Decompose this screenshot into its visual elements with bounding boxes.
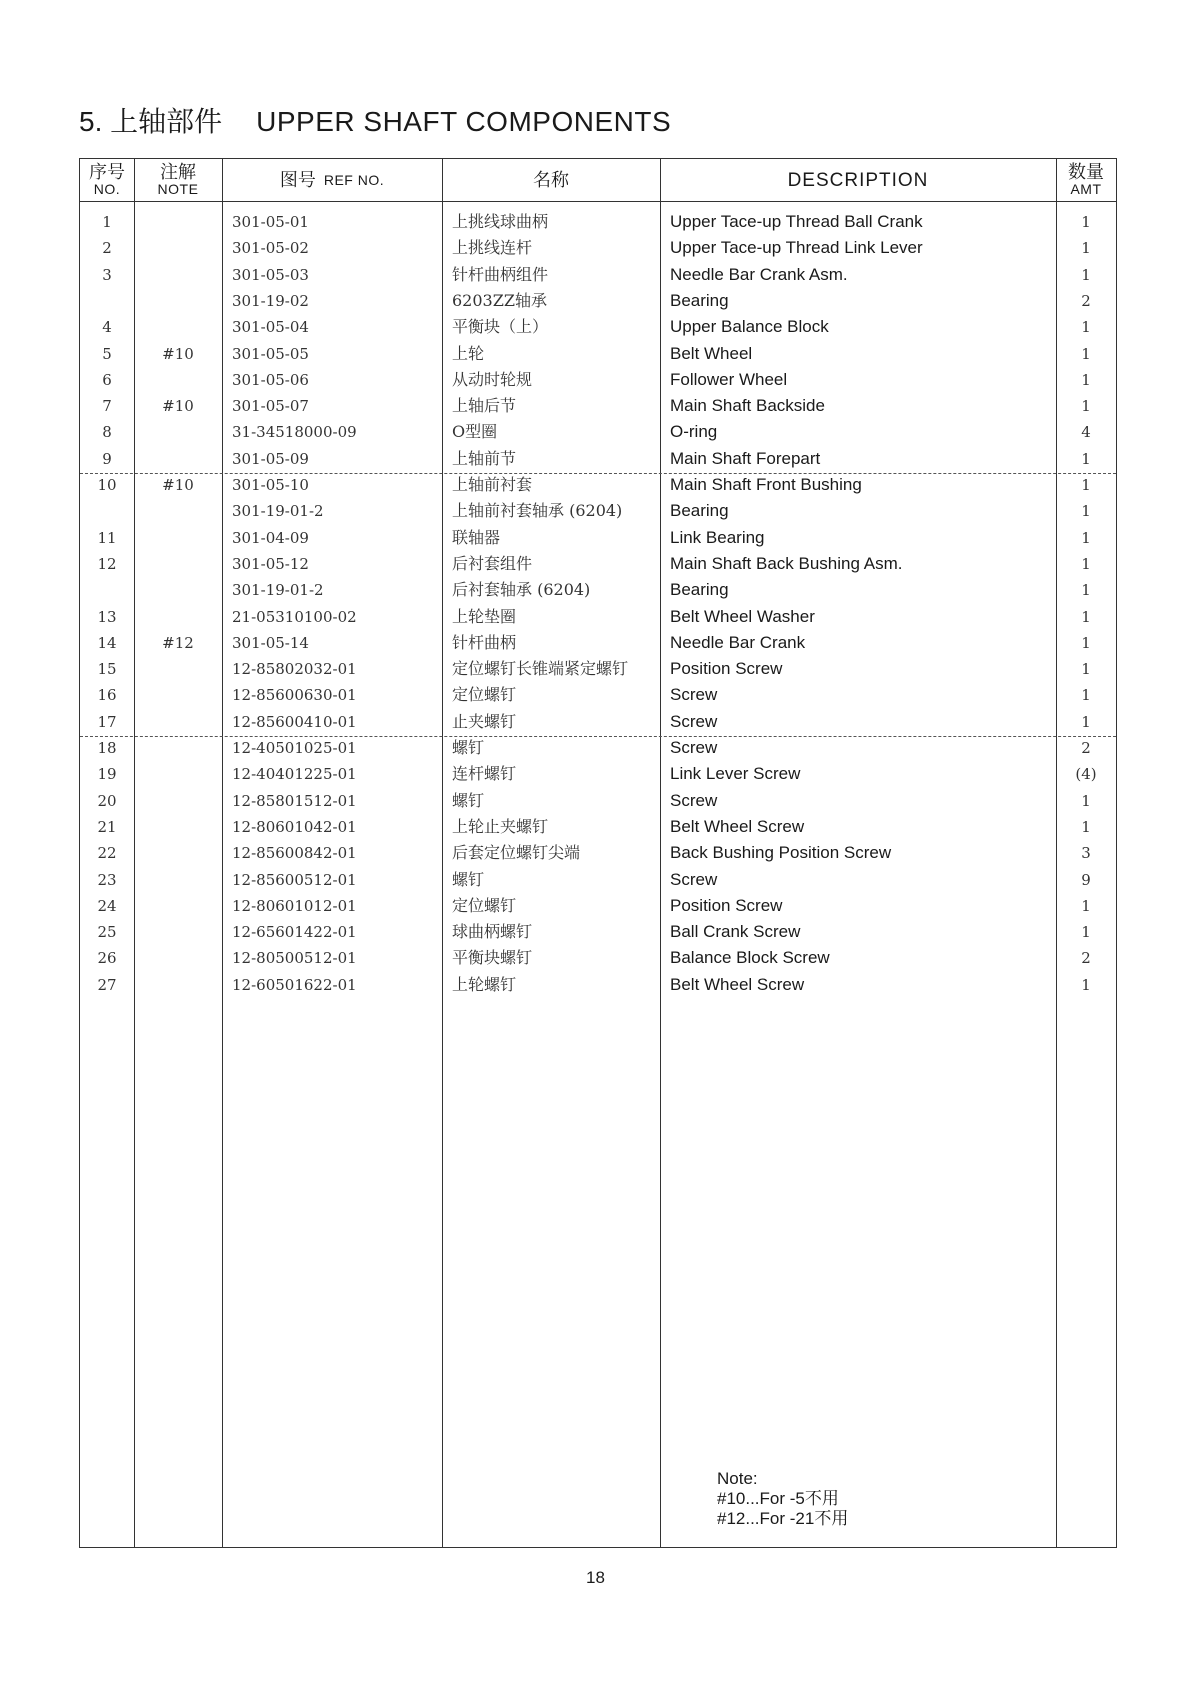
row-ref: 12-40501025-01: [232, 739, 357, 757]
row-amt: 1: [1081, 265, 1091, 284]
row-amt: 1: [1081, 213, 1091, 231]
row-description: Link Lever Screw: [670, 764, 801, 784]
row-note: [134, 814, 222, 840]
row-ref: 301-05-12: [232, 554, 309, 573]
row-no: 2: [102, 239, 112, 258]
row-description: Bearing: [670, 290, 729, 310]
row-description: Main Shaft Forepart: [670, 448, 821, 468]
row-description: Bearing: [670, 580, 729, 600]
row-description: Main Shaft Front Bushing: [670, 475, 862, 494]
row-description: Main Shaft Backside: [670, 396, 825, 416]
table-row: [80, 709, 1116, 735]
header-amt-en: AMT: [1070, 181, 1102, 197]
row-name-cn: 连杆螺钉: [452, 764, 517, 784]
row-amt: 1: [1081, 528, 1091, 547]
row-no: 17: [97, 712, 117, 731]
row-note: [134, 314, 222, 340]
header-amt-cn: 数量: [1068, 162, 1104, 183]
row-ref: 301-05-10: [232, 476, 309, 494]
row-amt: 1: [1081, 449, 1091, 468]
row-description: Upper Tace-up Thread Ball Crank: [670, 212, 923, 231]
row-no: 20: [97, 791, 117, 810]
row-ref: 301-04-09: [232, 528, 309, 547]
table-row: [80, 656, 1116, 682]
row-name-cn: 上轮螺钉: [452, 974, 517, 994]
row-name-cn: 上轴前衬套轴承 (6204): [452, 501, 623, 521]
row-name-cn: 上轴前节: [452, 448, 517, 468]
table-row: [80, 919, 1116, 945]
row-no: 10: [97, 476, 117, 494]
row-name-cn: 后衬套轴承 (6204): [452, 580, 591, 600]
table-row: [80, 288, 1116, 314]
row-no: 19: [97, 765, 117, 784]
row-ref: 12-40401225-01: [232, 765, 357, 784]
row-amt: 1: [1081, 817, 1091, 836]
row-amt: 1: [1081, 896, 1091, 915]
row-no: 16: [97, 686, 117, 705]
row-ref: 12-80601042-01: [232, 817, 357, 836]
row-no: 4: [102, 318, 112, 337]
row-no: 25: [97, 923, 117, 942]
row-no: 3: [102, 265, 112, 284]
header-description: [660, 159, 1056, 201]
table-row: [80, 814, 1116, 840]
row-description: Link Bearing: [670, 527, 765, 547]
row-amt: 1: [1081, 318, 1091, 337]
footnote-heading: Note:: [717, 1469, 758, 1488]
row-note: [134, 209, 222, 235]
row-note: [134, 735, 222, 761]
row-name-cn: 止夹螺钉: [452, 711, 517, 731]
row-no: 21: [97, 817, 117, 836]
row-note: [134, 840, 222, 866]
row-name-cn: 针杆曲柄组件: [452, 264, 549, 284]
row-amt: 2: [1081, 291, 1091, 310]
table-row: [80, 682, 1116, 708]
table-row: [80, 945, 1116, 971]
row-note: [134, 288, 222, 314]
row-note: [134, 525, 222, 551]
row-description: Screw: [670, 738, 718, 757]
table-row: [80, 209, 1116, 235]
row-name-cn: 后衬套组件: [452, 553, 533, 573]
row-ref: 301-05-06: [232, 370, 309, 389]
row-no: 14: [97, 633, 117, 652]
row-description: Ball Crank Screw: [670, 922, 801, 942]
row-name-cn: 上轮止夹螺钉: [452, 816, 549, 836]
row-description: Screw: [670, 685, 718, 705]
table-row: [80, 840, 1116, 866]
row-note: [134, 761, 222, 787]
row-name-cn: 平衡块螺钉: [452, 948, 533, 968]
row-description: Bearing: [670, 501, 729, 521]
row-amt: 3: [1081, 844, 1091, 863]
row-ref: 21-05310100-02: [232, 607, 357, 626]
row-ref: 12-85801512-01: [232, 791, 357, 810]
row-description: Belt Wheel Screw: [670, 974, 805, 994]
table-row: [80, 235, 1116, 261]
row-amt: 1: [1081, 554, 1091, 573]
table-row: [80, 761, 1116, 787]
row-note: [134, 367, 222, 393]
header-no-en: NO.: [93, 181, 121, 197]
page-title: [79, 100, 671, 144]
row-name-cn: 上挑线球曲柄: [452, 212, 549, 231]
table-row: [80, 341, 1116, 367]
row-amt: 2: [1081, 739, 1091, 757]
row-name-cn: 上轮: [452, 343, 485, 363]
row-ref: 301-05-01: [232, 213, 309, 231]
row-amt: 1: [1081, 476, 1091, 494]
header-note-cn: 注解: [160, 162, 196, 183]
row-note: [134, 577, 222, 603]
row-name-cn: 定位螺钉长锥端紧定螺钉: [452, 659, 629, 679]
table-row: [80, 867, 1116, 893]
row-amt: 9: [1081, 870, 1091, 889]
title-section-cn: 5. 上轴部件: [79, 106, 223, 137]
row-no: [80, 577, 134, 603]
table-row: [80, 604, 1116, 630]
row-ref: 301-05-03: [232, 265, 309, 284]
row-note: [134, 446, 222, 472]
header-amt: [1056, 159, 1116, 201]
row-note: [134, 604, 222, 630]
row-ref: 301-05-14: [232, 633, 309, 652]
row-description: Upper Balance Block: [670, 317, 829, 337]
header-note-en: NOTE: [157, 181, 199, 197]
row-description: Back Bushing Position Screw: [670, 843, 892, 863]
row-amt: 1: [1081, 581, 1091, 600]
row-ref: 301-05-05: [232, 344, 309, 363]
row-amt: 1: [1081, 397, 1091, 416]
table-row: [80, 262, 1116, 288]
row-amt: 1: [1081, 502, 1091, 521]
row-note: [134, 682, 222, 708]
row-note: [134, 919, 222, 945]
row-note: #12: [162, 633, 194, 652]
table-row: [80, 314, 1116, 340]
title-section-en: UPPER SHAFT COMPONENTS: [256, 106, 672, 137]
row-name-cn: 上轴前衬套: [452, 475, 533, 494]
row-name-cn: 联轴器: [452, 527, 501, 547]
row-ref: 12-85802032-01: [232, 660, 357, 679]
row-note: #10: [162, 397, 194, 416]
row-amt: 1: [1081, 607, 1091, 626]
table-row: [80, 525, 1116, 551]
header-no-cn: 序号: [89, 162, 125, 183]
row-amt: 2: [1081, 949, 1091, 968]
row-name-cn: 从动时轮规: [452, 369, 533, 389]
row-description: Belt Wheel Washer: [670, 606, 815, 626]
row-no: 18: [97, 739, 117, 757]
row-description: Balance Block Screw: [670, 948, 830, 968]
table-row: [80, 788, 1116, 814]
row-description: Follower Wheel: [670, 369, 788, 389]
row-description: Position Screw: [670, 659, 783, 679]
header-note: [134, 159, 222, 201]
row-ref: 301-05-09: [232, 449, 309, 468]
header-divider: [80, 201, 1116, 202]
row-amt: 1: [1081, 923, 1091, 942]
row-no: 6: [102, 370, 112, 389]
row-amt: 1: [1081, 370, 1091, 389]
row-no: 11: [97, 528, 117, 547]
row-description: Screw: [670, 869, 718, 889]
row-no: 15: [97, 660, 117, 679]
row-no: [80, 498, 134, 524]
row-note: #10: [162, 476, 194, 494]
header-name-cn: 名称: [533, 169, 569, 191]
row-amt: 1: [1081, 344, 1091, 363]
row-name-cn: 后套定位螺钉尖端: [452, 843, 581, 863]
header-description-en: DESCRIPTION: [787, 169, 929, 191]
row-no: 24: [97, 896, 117, 915]
row-note: #10: [162, 344, 194, 363]
row-note: [134, 551, 222, 577]
row-name-cn: 上轴后节: [452, 396, 517, 416]
row-name-cn: 定位螺钉: [452, 895, 517, 915]
row-no: 27: [97, 975, 117, 994]
row-name-cn: 球曲柄螺钉: [452, 922, 533, 942]
row-amt: 1: [1081, 975, 1091, 994]
row-description: O-ring: [670, 422, 718, 442]
table-row: [80, 972, 1116, 998]
row-note: [134, 656, 222, 682]
row-note: [134, 788, 222, 814]
row-name-cn: 螺钉: [452, 790, 485, 810]
parts-table: [79, 158, 1117, 1548]
row-amt: 1: [1081, 239, 1091, 258]
row-note: [134, 262, 222, 288]
row-no: 12: [97, 554, 117, 573]
header-ref: [222, 159, 442, 201]
row-no: 8: [102, 423, 112, 442]
table-row: [80, 735, 1116, 761]
row-ref: 301-05-07: [232, 397, 309, 416]
table-row: [80, 367, 1116, 393]
row-no: 26: [97, 949, 117, 968]
row-ref: 12-85600410-01: [232, 712, 357, 731]
row-name-cn: 6203ZZ轴承: [452, 290, 547, 310]
row-description: Screw: [670, 790, 718, 810]
row-name-cn: O型圈: [452, 422, 498, 442]
row-note: [134, 235, 222, 261]
row-description: Needle Bar Crank Asm.: [670, 264, 848, 284]
row-name-cn: 定位螺钉: [452, 685, 517, 705]
row-no: 9: [102, 449, 112, 468]
row-no: 22: [97, 844, 117, 863]
row-description: Belt Wheel: [670, 343, 753, 363]
row-note: [134, 893, 222, 919]
header-ref-cn: 图号: [279, 169, 316, 191]
table-row: [80, 577, 1116, 603]
row-description: Screw: [670, 711, 718, 731]
row-note: [134, 945, 222, 971]
row-note: [134, 709, 222, 735]
row-ref: 301-05-04: [232, 318, 309, 337]
row-description: Needle Bar Crank: [670, 632, 806, 652]
row-note: [134, 419, 222, 445]
row-amt: 1: [1081, 633, 1091, 652]
row-name-cn: 螺钉: [452, 869, 485, 889]
row-amt: 1: [1081, 791, 1091, 810]
row-note: [134, 867, 222, 893]
row-name-cn: 上挑线连杆: [452, 238, 533, 258]
table-row: [80, 630, 1116, 656]
row-no: 5: [102, 344, 112, 363]
row-no: 23: [97, 870, 117, 889]
page-number: 18: [586, 1568, 605, 1587]
row-no: 13: [97, 607, 117, 626]
row-note: [134, 498, 222, 524]
footnote: [717, 1469, 848, 1529]
header-name: [442, 159, 660, 201]
row-description: Position Screw: [670, 895, 783, 915]
row-ref: 12-80601012-01: [232, 896, 357, 915]
table-row: [80, 472, 1116, 498]
row-ref: 301-19-01-2: [232, 502, 324, 521]
table-row: [80, 393, 1116, 419]
table-row: [80, 446, 1116, 472]
footnote-line-2: #12...For -21不用: [717, 1509, 849, 1528]
row-amt: 1: [1081, 686, 1091, 705]
row-ref: 12-85600512-01: [232, 870, 357, 889]
row-amt: 1: [1081, 660, 1091, 679]
row-ref: 301-05-02: [232, 239, 309, 258]
row-no: [80, 288, 134, 314]
footnote-line-1: #10...For -5不用: [717, 1489, 839, 1508]
row-amt: 1: [1081, 712, 1091, 731]
row-description: Upper Tace-up Thread Link Lever: [670, 238, 923, 258]
row-amt: (4): [1075, 765, 1097, 784]
row-ref: 12-80500512-01: [232, 949, 357, 968]
row-ref: 12-85600630-01: [232, 686, 357, 705]
row-name-cn: 上轮垫圈: [452, 606, 517, 626]
row-description: Belt Wheel Screw: [670, 816, 805, 836]
row-ref: 12-60501622-01: [232, 975, 357, 994]
row-description: Main Shaft Back Bushing Asm.: [670, 553, 903, 573]
table-row: [80, 551, 1116, 577]
row-note: [134, 972, 222, 998]
table-row: [80, 419, 1116, 445]
row-ref: 12-85600842-01: [232, 844, 357, 863]
row-ref: 31-34518000-09: [232, 423, 357, 442]
row-name-cn: 平衡块（上）: [452, 317, 549, 337]
table-row: [80, 498, 1116, 524]
row-ref: 301-19-02: [232, 291, 309, 310]
row-ref: 12-65601422-01: [232, 923, 357, 942]
header-no: [80, 159, 134, 201]
row-no: 1: [102, 213, 112, 231]
row-amt: 4: [1081, 423, 1091, 442]
row-name-cn: 螺钉: [452, 738, 485, 757]
row-name-cn: 针杆曲柄: [452, 632, 517, 652]
header-ref-en: REF NO.: [323, 171, 385, 188]
table-row: [80, 893, 1116, 919]
row-ref: 301-19-01-2: [232, 581, 324, 600]
row-no: 7: [102, 397, 112, 416]
